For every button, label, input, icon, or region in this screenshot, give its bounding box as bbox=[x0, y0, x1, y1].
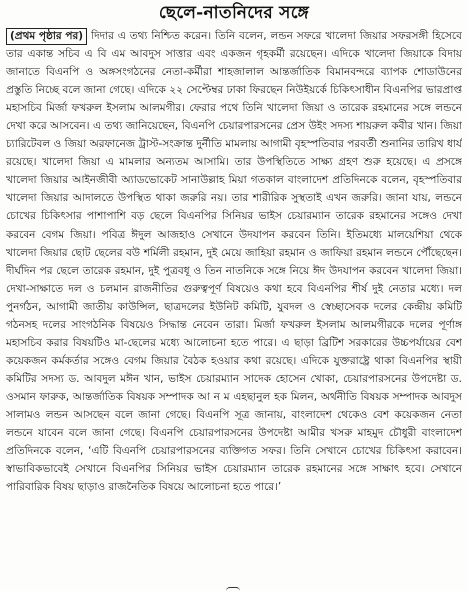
article-body-text: দিদার এ তথ্য নিশ্চিত করেন। তিনি বলেন, লন্ডন সফরে খালেদা জিয়ার সফরসঙ্গী হিসেবে তার একান্ত সচিব এ বি এম আবদুস সাত্তার এবং একজন গৃহকর্মী রয়েছেন। এদিকে খালেদা জিয়াকে বিদায় জানাতে বিএনপি ও অঙ্গসংগঠনের নেতা-কর্মীরা শাহজালাল আন্তর্জাতিক বিমানবন্দরে ব্যাপক শোডাউনের প্রস্তুতি নিচ্ছে বলে জানা গেছে। এদিকে ২২ সেপ্টেম্বর ঢাকা ফিরছেন নিউইয়র্কে চিকিৎসাধীন বিএনপির ভারপ্রাপ্ত মহাসচিব মির্জা ফখরুল ইসলাম আলমগীর। ফেরার পথে তিনি খালেদা জিয়া ও তারেক রহমানের সঙ্গে লন্ডনে দেখা করে আসবেন। এ তথ্য জানিয়েছেন, বিএনপি চেয়ারপারসনের প্রেস উইং সদস্য শায়রুল কবীর খান। জিয়া চ্যারিটেবল ও জিয়া অরফানেজ ট্রাস্ট-সংক্রান্ত দুর্নীতি মামলায় আগামী বৃহস্পতিবার পরবর্তী শুনানির তারিখ ধার্য রয়েছে। খালেদা জিয়া এ মামলার অন্যতম আসামি। তার উপস্থিতিতে সাক্ষ্য গ্রহণ শুরু হয়েছে। এ প্রসঙ্গে খালেদা জিয়ার আইনজীবী অ্যাডভোকেট সানাউল্লাহ মিয়া গতকাল বাংলাদেশ প্রতিদিনকে বলেন, বৃহস্পতিবার খালেদা জিয়ার আদালতে উপস্থিত থাকা জরুরি নয়। তার শারীরিক সুস্থতাই এখন জরুরি। জানা যায়, লন্ডনে চোখের চিকিৎসার পাশাপাশি বড় ছেলে বিএনপির সিনিয়র ভাইস চেয়ারম্যান তারেক রহমানের সঙ্গেও দেখা করবেন বেগম জিয়া। পবিত্র ঈদুল আজহাও সেখানে উদযাপন করবেন তিনি। ইতিমধ্যে মালয়েশিয়া থেকে খালেদা জিয়ার ছোট ছেলের বউ শর্মিলী রহমান, দুই মেয়ে জাহিয়া রহমান ও জাফিয়া রহমান লন্ডনে পৌঁছেছেন। দীর্ঘদিন পর ছেলে তারেক রহমান, দুই পুত্রবধূ ও তিন নাতনিকে সঙ্গে নিয়ে ঈদ উদযাপন করবেন খালেদা জিয়া। দেখা-সাক্ষাতে দল ও চলমান রাজনীতির গুরুত্বপূর্ণ বিষয়েও কথা হবে বিএনপির শীর্ষ দুই নেতার মধ্যে। দল পুনর্গঠন, আগামী জাতীয় কাউন্সিল, ছাত্রদলের ইউনিট কমিটি, যুবদল ও স্বেচ্ছাসেবক দলের কেন্দ্রীয় কমিটি গঠনসহ দলের সাংগঠনিক বিষয়েও সিদ্ধান্ত নেবেন তারা। মির্জা ফখরুল ইসলাম আলমগীরকে দলের পূর্ণাঙ্গ মহাসচিব করার বিষয়টিও মা-ছেলের মধ্যে আলোচনা হতে পারে। এ ছাড়া ব্রিটিশ সরকারের উচ্চপর্যায়ের বেশ কয়েকজন কর্মকর্তার সঙ্গেও বেগম জিয়ার বৈঠক হওয়ার কথা রয়েছে। এদিকে যুক্তরাষ্ট্রে থাকা বিএনপির স্থায়ী কমিটির সদস্য ড. আবদুল মঈন খান, ভাইস চেয়ারম্যান সাদেক হোসেন খোকা, চেয়ারপারসনের উপদেষ্টা ড. ওসমান ফারুক, আন্তর্জাতিক বিষয়ক সম্পাদক আ ন ম এহছানুল হক মিলন, অর্থনীতি বিষয়ক সম্পাদক আবদুস সালামও লন্ডন আসছেন বলে জানা গেছে। বিএনপি সূত্র জানায়, বাংলাদেশ থেকেও বেশ কয়েকজন নেতা লন্ডনে যাবেন বলে জানা গেছে। বিএনপি চেয়ারপারসনের উপদেষ্টা আমীর খসরু মাহমুদ চৌধুরী বাংলাদেশ প্রতিদিনকে বলেন, ‘এটি বিএনপি চেয়ারপারসনের ব্যক্তিগত সফর। তিনি সেখানে চোখের চিকিৎসা করাবেন। স্বাভাবিকভাবেই সেখানে বিএনপির সিনিয়র ভাইস চেয়ারম্যান তারেক রহমানের সঙ্গে সাক্ষাৎ হবে। সেখানে পারিবারিক বিষয় ছাড়াও রাজনৈতিক বিষয়ে আলোচনা হতে পারে।’ bbox=[6, 30, 462, 494]
article-body-column bbox=[6, 27, 462, 583]
article-headline: ছেলে-নাতনিদের সঙ্গে bbox=[158, 3, 310, 23]
page-bottom-edge bbox=[0, 586, 468, 591]
continued-from-label: (প্রথম পৃষ্ঠার পর) bbox=[6, 28, 87, 45]
